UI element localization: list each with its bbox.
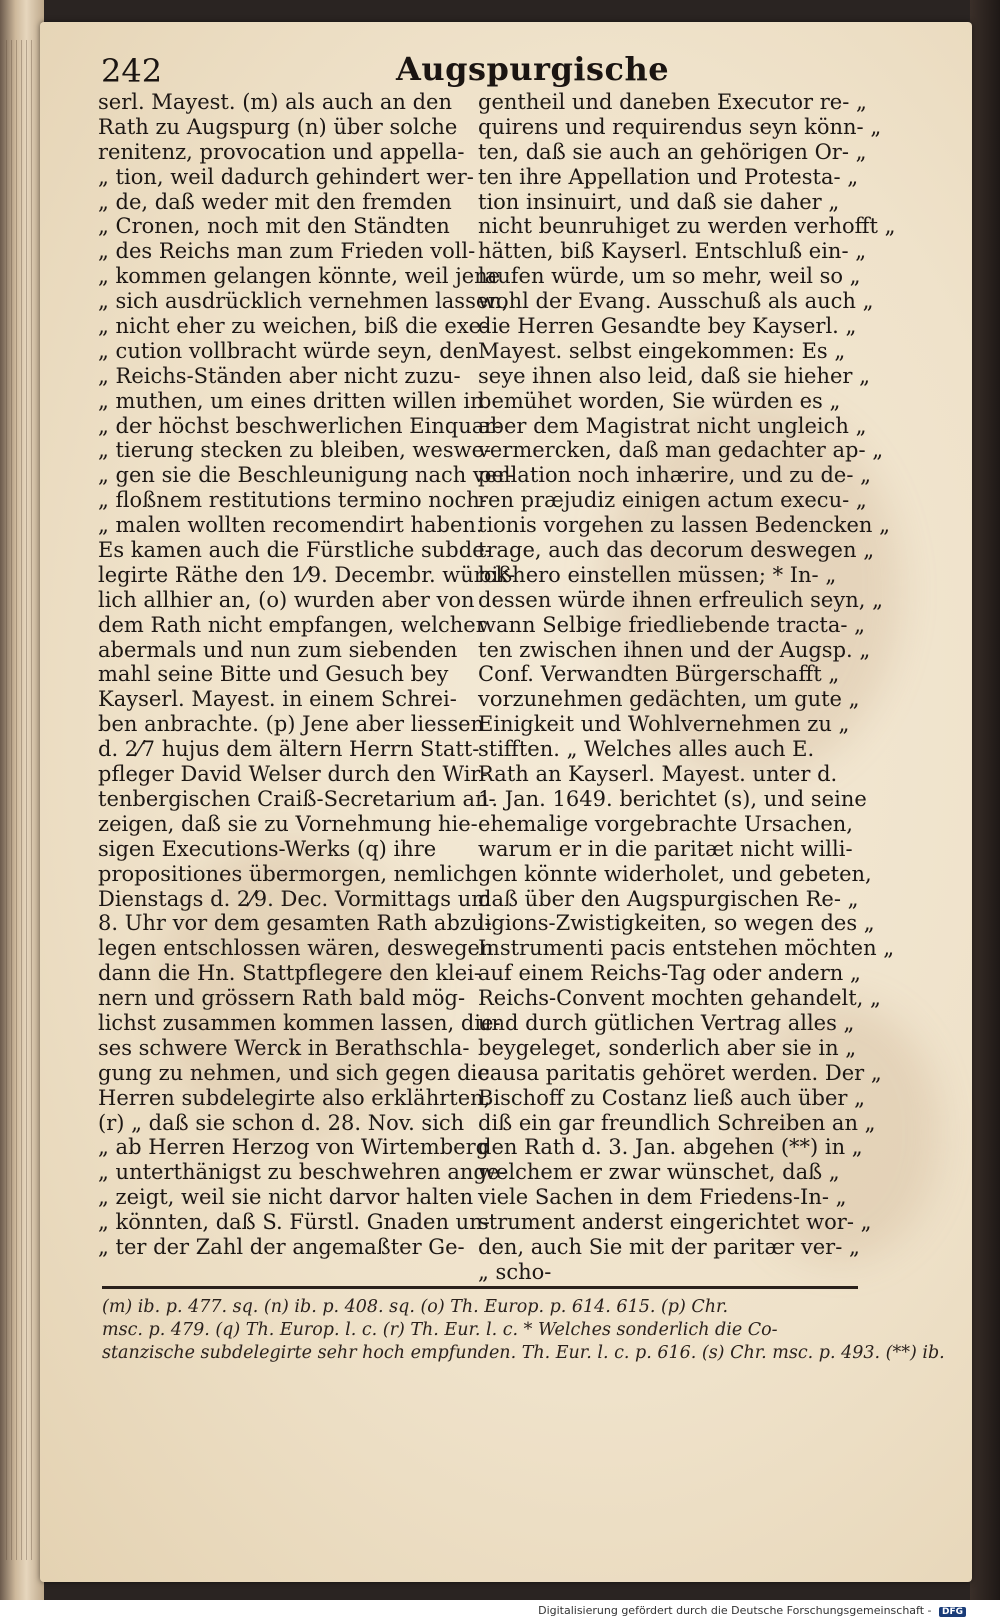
text-line: Mayest. selbst eingekommen: Es „	[478, 338, 846, 363]
text-line: Herren subdelegirte also erklährten,	[98, 1085, 491, 1110]
text-line: „ de, daß weder mit den fremden	[98, 189, 452, 214]
text-line: „ Reichs-Ständen aber nicht zuzu-	[98, 363, 461, 388]
text-line: sigen Executions-Werks (q) ihre	[98, 836, 437, 861]
text-line: bißhero einstellen müssen; * In- „	[478, 562, 837, 587]
text-line: lichst zusammen kommen lassen, die-	[98, 1010, 501, 1035]
footnote-line: (m) ib. p. 477. sq. (n) ib. p. 408. sq. (o) Th. Europ. p. 614. 615. (p) Chr.	[102, 1297, 729, 1317]
digitization-credit	[538, 1604, 966, 1617]
text-line: lich allhier an, (o) wurden aber von	[98, 587, 475, 612]
text-line: „ floßnem restitutions termino noch-	[98, 488, 487, 513]
text-line: pfleger David Welser durch den Wir-	[98, 762, 488, 787]
text-line: „ cution vollbracht würde seyn, den	[98, 338, 479, 363]
text-line: vermercken, daß man gedachter ap- „	[478, 438, 884, 463]
text-line: „ nicht eher zu weichen, biß die exe-	[98, 314, 489, 339]
text-line: ten zwischen ihnen und der Augsp. „	[478, 637, 871, 662]
text-line: abermals und nun zum siebenden	[98, 637, 458, 662]
text-line: serl. Mayest. (m) als auch an den	[98, 90, 452, 114]
text-line: ren præjudiz einigen actum execu- „	[478, 488, 867, 513]
text-line: ten, daß sie auch an gehörigen Or- „	[478, 139, 867, 164]
credit-text: Digitalisierung gefördert durch die Deutsche Forschungsgemeinschaft -	[538, 1604, 932, 1617]
text-line: ehemalige vorgebrachte Ursachen,	[478, 811, 853, 836]
text-line: causa paritatis gehöret werden. Der „	[478, 1060, 882, 1085]
text-line: „ zeigt, weil sie nicht darvor halten	[98, 1185, 474, 1210]
text-line: tionis vorgehen zu lassen Bedencken „	[478, 513, 890, 538]
text-line: Conf. Verwandten Bürgerschafft „	[478, 662, 840, 687]
text-line: dessen würde ihnen erfreulich seyn, „	[478, 587, 883, 612]
text-line: tion insinuirt, und daß sie daher „	[478, 189, 840, 214]
text-line: stifften. „ Welches alles auch E.	[478, 737, 815, 762]
text-line: Einigkeit und Wohlvernehmen zu „	[478, 712, 850, 737]
text-line: „ gen sie die Beschleunigung nach ver-	[98, 463, 515, 488]
footnote-line: stanzische subdelegirte sehr hoch empfunden. Th. Eur. l. c. p. 616. (s) Chr. msc. p. 493. (**) ib.	[102, 1343, 945, 1363]
page-number: 242	[101, 52, 163, 90]
text-line: „ sich ausdrücklich vernehmen lassen,	[98, 289, 509, 314]
text-line: pellation noch inhærire, und zu de- „	[478, 463, 871, 488]
text-line: wann Selbige friedliebende tracta- „	[478, 612, 866, 637]
text-line: ses schwere Werck in Berathschla-	[98, 1035, 470, 1060]
book-edge-right	[970, 0, 1000, 1600]
text-line: seye ihnen also leid, daß sie hieher „	[478, 363, 871, 388]
text-line: nern und grössern Rath bald mög-	[98, 986, 466, 1011]
text-line: gentheil und daneben Executor re- „	[478, 90, 867, 114]
text-line: warum er in die paritæt nicht willi-	[478, 836, 853, 861]
text-line: Es kamen auch die Fürstliche subde-	[98, 538, 492, 563]
text-line: Kayserl. Mayest. in einem Schrei-	[98, 687, 457, 712]
spine-page-edges	[6, 40, 36, 1560]
text-line: „ des Reichs man zum Frieden voll-	[98, 239, 476, 264]
text-line: gung zu nehmen, und sich gegen die	[98, 1060, 490, 1085]
text-line: „ scho-	[478, 1259, 552, 1284]
dfg-logo: DFG	[939, 1607, 966, 1617]
text-line: ligions-Zwistigkeiten, so wegen des „	[478, 911, 875, 936]
text-line: hätten, biß Kayserl. Entschluß ein- „	[478, 239, 867, 264]
text-line: zeigen, daß sie zu Vornehmung hie-	[98, 811, 478, 836]
text-line: laufen würde, um so mehr, weil so „	[478, 264, 861, 289]
text-line: „ ab Herren Herzog von Wirtemberg	[98, 1135, 490, 1160]
text-line: gen könnte widerholet, und gebeten,	[478, 861, 872, 886]
text-line: beygeleget, sonderlich aber sie in „	[478, 1035, 857, 1060]
text-column-right	[478, 90, 896, 1285]
text-line: „ malen wollten recomendirt haben.	[98, 513, 483, 538]
book-spine	[0, 0, 44, 1600]
running-head: Augspurgische	[396, 50, 670, 88]
text-line: „ könnten, daß S. Fürstl. Gnaden un-	[98, 1210, 490, 1235]
footnote-line: msc. p. 479. (q) Th. Europ. l. c. (r) Th. Eur. l. c. * Welches sonderlich die Co-	[102, 1320, 778, 1340]
footnotes	[102, 1296, 945, 1365]
text-line: legirte Räthe den 1⁄9. Decembr. würck-	[98, 562, 516, 587]
text-line: (r) „ daß sie schon d. 28. Nov. sich	[98, 1110, 465, 1135]
text-line: dem Rath nicht empfangen, welcher	[98, 612, 486, 637]
text-line: die Herren Gesandte bey Kayserl. „	[478, 314, 857, 339]
text-line: „ Cronen, noch mit den Ständten	[98, 214, 450, 239]
text-line: ten ihre Appellation und Protesta- „	[478, 164, 859, 189]
text-line: d. 2⁄7 hujus dem ältern Herrn Statt-	[98, 737, 480, 762]
text-line: Rath zu Augspurg (n) über solche	[98, 114, 458, 139]
text-line: ben anbrachte. (p) Jene aber liessen	[98, 712, 485, 737]
text-column-left	[98, 90, 516, 1260]
text-line: diß ein gar freundlich Schreiben an „	[478, 1110, 876, 1135]
text-line: und durch gütlichen Vertrag alles „	[478, 1010, 855, 1035]
text-line: renitenz, provocation und appella-	[98, 139, 465, 164]
text-line: „ der höchst beschwerlichen Einquar-	[98, 413, 502, 438]
text-line: 1. Jan. 1649. berichtet (s), und seine	[478, 786, 867, 811]
text-line: „ tierung stecken zu bleiben, weswe-	[98, 438, 492, 463]
text-line: Dienstags d. 2⁄9. Dec. Vormittags um	[98, 886, 492, 911]
text-line: bemühet worden, Sie würden es „	[478, 388, 841, 413]
text-line: 8. Uhr vor dem gesamten Rath abzu-	[98, 911, 492, 936]
text-line: den Rath d. 3. Jan. abgehen (**) in „	[478, 1135, 863, 1160]
text-line: mahl seine Bitte und Gesuch bey	[98, 662, 449, 687]
text-line: legen entschlossen wären, deswegen	[98, 936, 494, 961]
text-line: nicht beunruhiget zu werden verhofft „	[478, 214, 896, 239]
text-line: daß über den Augspurgischen Re- „	[478, 886, 859, 911]
text-line: dann die Hn. Stattpflegere den klei-	[98, 961, 482, 986]
text-line: quirens und requirendus seyn könn- „	[478, 114, 882, 139]
text-line: „ kommen gelangen könnte, weil jene	[98, 264, 501, 289]
footnote-rule	[102, 1286, 858, 1289]
text-line: trage, auch das decorum deswegen „	[478, 538, 875, 563]
text-line: propositiones übermorgen, nemlich	[98, 861, 479, 886]
text-line: Bischoff zu Costanz ließ auch über „	[478, 1085, 865, 1110]
text-line: strument anderst eingerichtet wor- „	[478, 1210, 872, 1235]
text-line: tenbergischen Craiß-Secretarium an-	[98, 786, 496, 811]
text-line: Reichs-Convent mochten gehandelt, „	[478, 986, 881, 1011]
text-line: „ unterthänigst zu beschwehren ange-	[98, 1160, 507, 1185]
text-line: wohl der Evang. Ausschuß als auch „	[478, 289, 874, 314]
text-line: Instrumenti pacis entstehen möchten „	[478, 936, 895, 961]
text-line: „ ter der Zahl der angemaßter Ge-	[98, 1234, 465, 1259]
text-line: vorzunehmen gedächten, um gute „	[478, 687, 860, 712]
text-line: auf einem Reichs-Tag oder andern „	[478, 961, 861, 986]
text-line: „ tion, weil dadurch gehindert wer-	[98, 164, 474, 189]
text-line: „ muthen, um eines dritten willen in	[98, 388, 484, 413]
text-line: Rath an Kayserl. Mayest. unter d.	[478, 762, 838, 787]
text-line: aber dem Magistrat nicht ungleich „	[478, 413, 867, 438]
text-line: den, auch Sie mit der paritær ver- „	[478, 1234, 860, 1259]
text-line: welchem er zwar wünschet, daß „	[478, 1160, 840, 1185]
text-line: viele Sachen in dem Friedens-In- „	[478, 1185, 847, 1210]
